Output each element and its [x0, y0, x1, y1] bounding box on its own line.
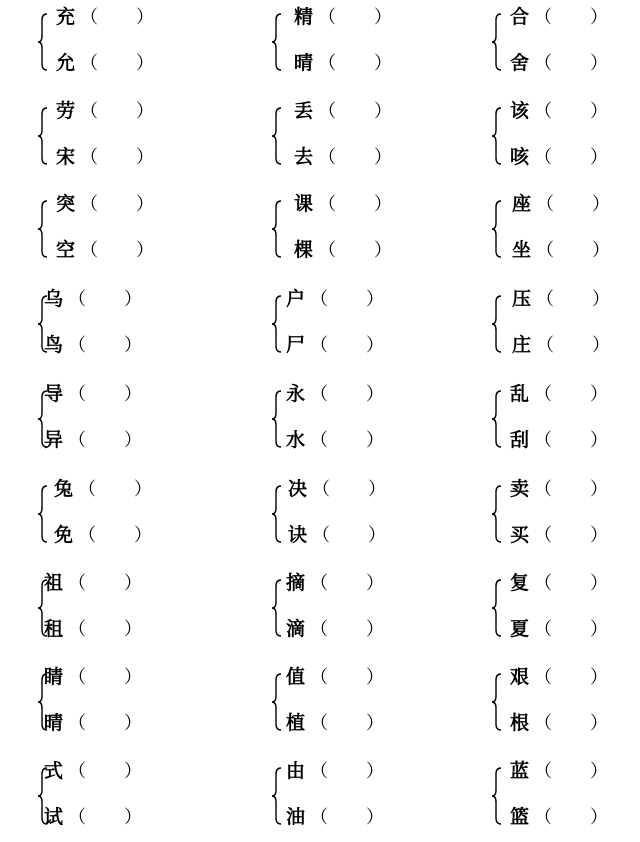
char-row	[288, 476, 386, 502]
open-paren: （	[534, 667, 552, 688]
char-row	[44, 570, 142, 596]
close-paren: ）	[134, 479, 152, 500]
open-paren: （	[68, 289, 86, 310]
char-row	[286, 616, 384, 642]
open-paren: （	[310, 713, 328, 734]
char-row	[54, 522, 152, 548]
character: 坐	[512, 239, 532, 261]
character: 蓝	[510, 760, 530, 782]
open-paren: （	[310, 289, 328, 310]
left-brace	[270, 578, 284, 638]
close-paren: ）	[374, 194, 392, 215]
char-row	[510, 570, 608, 596]
open-paren: （	[312, 525, 330, 546]
character: 突	[56, 193, 76, 215]
close-paren: ）	[134, 525, 152, 546]
character: 户	[286, 288, 306, 310]
open-paren: （	[310, 619, 328, 640]
char-row	[510, 616, 608, 642]
character: 异	[44, 429, 64, 451]
char-row	[44, 710, 142, 736]
open-paren: （	[536, 194, 554, 215]
char-row	[294, 50, 392, 76]
close-paren: ）	[366, 761, 384, 782]
open-paren: （	[318, 147, 336, 168]
open-paren: （	[318, 101, 336, 122]
open-paren: （	[80, 240, 98, 261]
open-paren: （	[310, 335, 328, 356]
char-row	[56, 98, 154, 124]
open-paren: （	[312, 479, 330, 500]
char-row	[510, 664, 608, 690]
left-brace	[490, 578, 504, 638]
character: 庄	[512, 334, 532, 356]
open-paren: （	[534, 619, 552, 640]
open-paren: （	[534, 807, 552, 828]
char-row	[294, 4, 392, 30]
character: 导	[44, 383, 64, 405]
character: 刮	[510, 429, 530, 451]
close-paren: ）	[590, 479, 608, 500]
close-paren: ）	[592, 335, 610, 356]
char-row	[510, 50, 608, 76]
char-row	[54, 476, 152, 502]
close-paren: ）	[136, 194, 154, 215]
close-paren: ）	[124, 667, 142, 688]
close-paren: ）	[590, 761, 608, 782]
char-row	[44, 664, 142, 690]
open-paren: （	[318, 53, 336, 74]
char-row	[56, 237, 154, 263]
character: 卖	[510, 478, 530, 500]
character: 式	[44, 760, 64, 782]
open-paren: （	[78, 525, 96, 546]
character: 买	[510, 524, 530, 546]
close-paren: ）	[136, 53, 154, 74]
close-paren: ）	[136, 101, 154, 122]
close-paren: ）	[590, 101, 608, 122]
character: 棵	[294, 239, 314, 261]
open-paren: （	[68, 761, 86, 782]
character: 根	[510, 712, 530, 734]
open-paren: （	[68, 713, 86, 734]
character: 水	[286, 429, 306, 451]
close-paren: ）	[136, 7, 154, 28]
char-row	[510, 144, 608, 170]
left-brace	[270, 12, 284, 72]
close-paren: ）	[374, 240, 392, 261]
close-paren: ）	[590, 53, 608, 74]
open-paren: （	[536, 240, 554, 261]
open-paren: （	[80, 101, 98, 122]
character: 诀	[288, 524, 308, 546]
character: 座	[512, 193, 532, 215]
char-row	[510, 522, 608, 548]
open-paren: （	[534, 384, 552, 405]
character: 睛	[44, 666, 64, 688]
character: 压	[512, 288, 532, 310]
left-brace	[490, 106, 504, 166]
character: 乌	[44, 288, 64, 310]
character: 兔	[54, 478, 74, 500]
char-row	[56, 50, 154, 76]
close-paren: ）	[366, 384, 384, 405]
char-row	[294, 144, 392, 170]
open-paren: （	[68, 667, 86, 688]
open-paren: （	[534, 101, 552, 122]
left-brace	[36, 12, 50, 72]
character: 试	[44, 806, 64, 828]
char-row	[286, 286, 384, 312]
character: 祖	[44, 572, 64, 594]
close-paren: ）	[366, 335, 384, 356]
character: 充	[56, 6, 76, 28]
open-paren: （	[536, 289, 554, 310]
close-paren: ）	[590, 7, 608, 28]
open-paren: （	[310, 667, 328, 688]
open-paren: （	[534, 53, 552, 74]
character: 植	[286, 712, 306, 734]
close-paren: ）	[590, 573, 608, 594]
char-row	[44, 381, 142, 407]
character: 夏	[510, 618, 530, 640]
open-paren: （	[534, 430, 552, 451]
character: 丢	[294, 100, 314, 122]
char-row	[288, 522, 386, 548]
open-paren: （	[534, 479, 552, 500]
char-row	[56, 144, 154, 170]
char-row	[44, 758, 142, 784]
left-brace	[270, 766, 284, 826]
character: 精	[294, 6, 314, 28]
char-row	[286, 664, 384, 690]
char-row	[286, 381, 384, 407]
close-paren: ）	[124, 713, 142, 734]
close-paren: ）	[366, 619, 384, 640]
character: 永	[286, 383, 306, 405]
close-paren: ）	[124, 761, 142, 782]
left-brace	[270, 106, 284, 166]
close-paren: ）	[592, 289, 610, 310]
close-paren: ）	[124, 384, 142, 405]
character: 艰	[510, 666, 530, 688]
close-paren: ）	[590, 147, 608, 168]
char-row	[510, 427, 608, 453]
open-paren: （	[80, 7, 98, 28]
close-paren: ）	[366, 289, 384, 310]
character: 滴	[286, 618, 306, 640]
close-paren: ）	[366, 430, 384, 451]
close-paren: ）	[136, 147, 154, 168]
open-paren: （	[310, 384, 328, 405]
open-paren: （	[534, 525, 552, 546]
character: 租	[44, 618, 64, 640]
character: 晴	[44, 712, 64, 734]
char-row	[510, 98, 608, 124]
open-paren: （	[78, 479, 96, 500]
close-paren: ）	[124, 335, 142, 356]
open-paren: （	[68, 619, 86, 640]
open-paren: （	[318, 7, 336, 28]
left-brace	[490, 12, 504, 72]
char-row	[510, 4, 608, 30]
close-paren: ）	[590, 667, 608, 688]
close-paren: ）	[368, 525, 386, 546]
char-row	[286, 758, 384, 784]
char-row	[510, 476, 608, 502]
open-paren: （	[310, 761, 328, 782]
char-row	[44, 427, 142, 453]
left-brace	[270, 484, 284, 544]
open-paren: （	[68, 807, 86, 828]
left-brace	[36, 199, 50, 259]
char-row	[56, 4, 154, 30]
close-paren: ）	[124, 289, 142, 310]
char-row	[286, 427, 384, 453]
open-paren: （	[80, 194, 98, 215]
open-paren: （	[534, 713, 552, 734]
close-paren: ）	[124, 807, 142, 828]
char-row	[294, 191, 392, 217]
char-row	[512, 286, 610, 312]
character: 尸	[286, 334, 306, 356]
left-brace	[270, 672, 284, 732]
left-brace	[270, 294, 284, 354]
character: 空	[56, 239, 76, 261]
open-paren: （	[318, 194, 336, 215]
char-row	[44, 332, 142, 358]
character: 去	[294, 146, 314, 168]
char-row	[44, 286, 142, 312]
char-row	[56, 191, 154, 217]
char-row	[512, 237, 610, 263]
char-row	[286, 804, 384, 830]
close-paren: ）	[590, 525, 608, 546]
close-paren: ）	[136, 240, 154, 261]
char-row	[512, 332, 610, 358]
left-brace	[490, 199, 504, 259]
open-paren: （	[80, 147, 98, 168]
char-row	[286, 710, 384, 736]
open-paren: （	[534, 147, 552, 168]
character: 决	[288, 478, 308, 500]
close-paren: ）	[374, 53, 392, 74]
character: 免	[54, 524, 74, 546]
close-paren: ）	[374, 147, 392, 168]
open-paren: （	[68, 384, 86, 405]
character: 宋	[56, 146, 76, 168]
close-paren: ）	[590, 384, 608, 405]
character: 由	[286, 760, 306, 782]
char-row	[510, 710, 608, 736]
close-paren: ）	[368, 479, 386, 500]
character: 该	[510, 100, 530, 122]
character: 复	[510, 572, 530, 594]
left-brace	[490, 766, 504, 826]
character: 值	[286, 666, 306, 688]
character: 合	[510, 6, 530, 28]
close-paren: ）	[590, 713, 608, 734]
char-row	[286, 570, 384, 596]
close-paren: ）	[374, 101, 392, 122]
open-paren: （	[310, 573, 328, 594]
open-paren: （	[68, 335, 86, 356]
open-paren: （	[534, 573, 552, 594]
open-paren: （	[68, 573, 86, 594]
close-paren: ）	[374, 7, 392, 28]
char-row	[294, 237, 392, 263]
open-paren: （	[534, 761, 552, 782]
char-row	[44, 616, 142, 642]
close-paren: ）	[592, 240, 610, 261]
character: 油	[286, 806, 306, 828]
character: 篮	[510, 806, 530, 828]
close-paren: ）	[366, 667, 384, 688]
left-brace	[490, 484, 504, 544]
close-paren: ）	[592, 194, 610, 215]
close-paren: ）	[124, 619, 142, 640]
left-brace	[270, 199, 284, 259]
open-paren: （	[318, 240, 336, 261]
close-paren: ）	[366, 807, 384, 828]
character: 摘	[286, 572, 306, 594]
close-paren: ）	[124, 573, 142, 594]
char-row	[286, 332, 384, 358]
open-paren: （	[310, 807, 328, 828]
left-brace	[270, 389, 284, 449]
close-paren: ）	[124, 430, 142, 451]
open-paren: （	[80, 53, 98, 74]
character: 鸟	[44, 334, 64, 356]
char-row	[512, 191, 610, 217]
open-paren: （	[534, 7, 552, 28]
left-brace	[490, 294, 504, 354]
char-row	[510, 381, 608, 407]
left-brace	[490, 672, 504, 732]
character: 乱	[510, 383, 530, 405]
left-brace	[36, 106, 50, 166]
close-paren: ）	[590, 430, 608, 451]
close-paren: ）	[590, 619, 608, 640]
char-row	[294, 98, 392, 124]
close-paren: ）	[590, 807, 608, 828]
char-row	[510, 758, 608, 784]
character: 舍	[510, 52, 530, 74]
close-paren: ）	[366, 713, 384, 734]
character: 允	[56, 52, 76, 74]
character: 咳	[510, 146, 530, 168]
left-brace	[490, 389, 504, 449]
char-row	[510, 804, 608, 830]
open-paren: （	[68, 430, 86, 451]
left-brace	[36, 484, 50, 544]
char-row	[44, 804, 142, 830]
open-paren: （	[310, 430, 328, 451]
close-paren: ）	[366, 573, 384, 594]
character: 劳	[56, 100, 76, 122]
character: 晴	[294, 52, 314, 74]
open-paren: （	[536, 335, 554, 356]
character: 课	[294, 193, 314, 215]
